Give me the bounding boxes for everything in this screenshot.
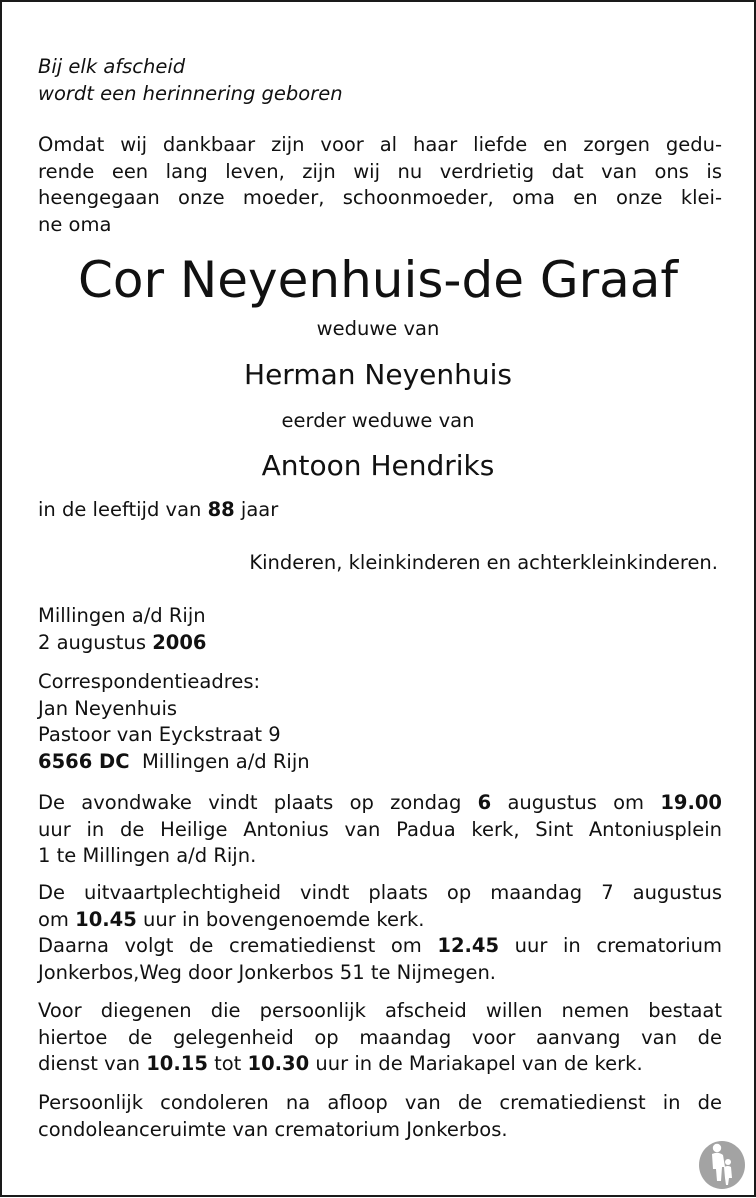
wake-line-2: uur in de Heilige Antonius van Padua kerk, Sint Antoniusplein	[38, 817, 722, 841]
correspondence-label: Correspondentieadres:	[38, 670, 261, 693]
correspondence-address	[38, 669, 722, 775]
cremation-time: 12.45	[437, 934, 500, 957]
farewell-text-b: tot	[207, 1052, 248, 1075]
funeral-paragraph	[38, 880, 722, 986]
intro-line-3: heengegaan onze moeder, schoonmoeder, oma en onze klei-	[38, 186, 722, 209]
motto	[38, 54, 722, 107]
wake-text-a: De avondwake vindt plaats op zondag	[38, 791, 478, 814]
age-line	[38, 497, 722, 524]
correspondence-postcode: 6566 DC	[38, 749, 130, 773]
spouse-name-1: Herman Neyenhuis	[244, 358, 512, 391]
intro-line-4: ne oma	[38, 212, 112, 236]
farewell-paragraph	[38, 998, 722, 1078]
funeral-line-1: De uitvaartplechtigheid vindt plaats op maandag 7 augustus	[38, 881, 722, 904]
cremation-text-a: Daarna volgt de crematiedienst om	[38, 934, 438, 957]
farewell-line-2: hiertoe de gelegenheid op maandag voor aanvang van de	[38, 1025, 722, 1049]
farewell-text-c: uur in de Mariakapel van de kerk.	[309, 1052, 643, 1075]
condolence-paragraph	[38, 1090, 722, 1143]
date: 2 augustus	[38, 630, 153, 654]
widow-of-label: weduwe van	[316, 317, 440, 340]
earlier-widow-label: eerder weduwe van	[281, 409, 475, 432]
correspondence-city: Millingen a/d Rijn	[141, 749, 310, 773]
motto-line-1: Bij elk afscheid	[38, 55, 186, 78]
wake-paragraph	[38, 790, 722, 870]
funeral-text-a: om	[38, 907, 76, 931]
correspondence-name: Jan Neyenhuis	[38, 696, 178, 720]
wake-line-3: 1 te Millingen a/d Rijn.	[38, 844, 257, 867]
farewell-text-a: dienst van	[38, 1052, 147, 1075]
year: 2006	[152, 630, 207, 654]
funeral-text-b: uur in bovengenoemde kerk.	[136, 907, 425, 931]
farewell-line-1: Voor diegenen die persoonlijk afscheid willen nemen bestaat	[38, 999, 722, 1022]
age-value: 88	[207, 498, 235, 521]
motto-line-2: wordt een herinnering geboren	[38, 81, 343, 105]
farewell-time-1: 10.15	[146, 1052, 208, 1075]
correspondence-street: Pastoor van Eyckstraat 9	[38, 723, 281, 746]
funeral-line-4: Jonkerbos,Weg door Jonkerbos 51 te Nijmegen.	[38, 960, 497, 984]
funeral-time: 10.45	[75, 907, 137, 931]
condolence-line-1: Persoonlijk condoleren na afloop van de crematiedienst in de	[38, 1091, 722, 1114]
signatories: Kinderen, kleinkinderen en achterkleinkinderen.	[249, 551, 718, 574]
spouse-name-2: Antoon Hendriks	[261, 449, 495, 482]
condolence-line-2: condoleanceruimte van crematorium Jonkerbos.	[38, 1117, 508, 1141]
guardian-figure-logo-icon	[698, 1136, 746, 1190]
place-date	[38, 603, 722, 656]
age-prefix: in de leeftijd van	[38, 498, 208, 521]
deceased-name: Cor Neyenhuis-de Graaf	[77, 251, 679, 309]
intro-line-1: Omdat wij dankbaar zijn voor al haar liefde en zorgen gedu-	[38, 133, 722, 156]
wake-day: 6	[477, 791, 492, 814]
intro-paragraph	[38, 132, 722, 238]
wake-time: 19.00	[660, 791, 722, 814]
cremation-text-b: uur in crematorium	[499, 934, 722, 957]
farewell-time-2: 10.30	[247, 1052, 310, 1075]
intro-line-2: rende een lang leven, zijn wij nu verdrietig dat van ons is	[38, 159, 722, 183]
wake-text-b: augustus om	[491, 791, 661, 814]
age-suffix: jaar	[234, 498, 279, 521]
place: Millingen a/d Rijn	[38, 604, 206, 627]
